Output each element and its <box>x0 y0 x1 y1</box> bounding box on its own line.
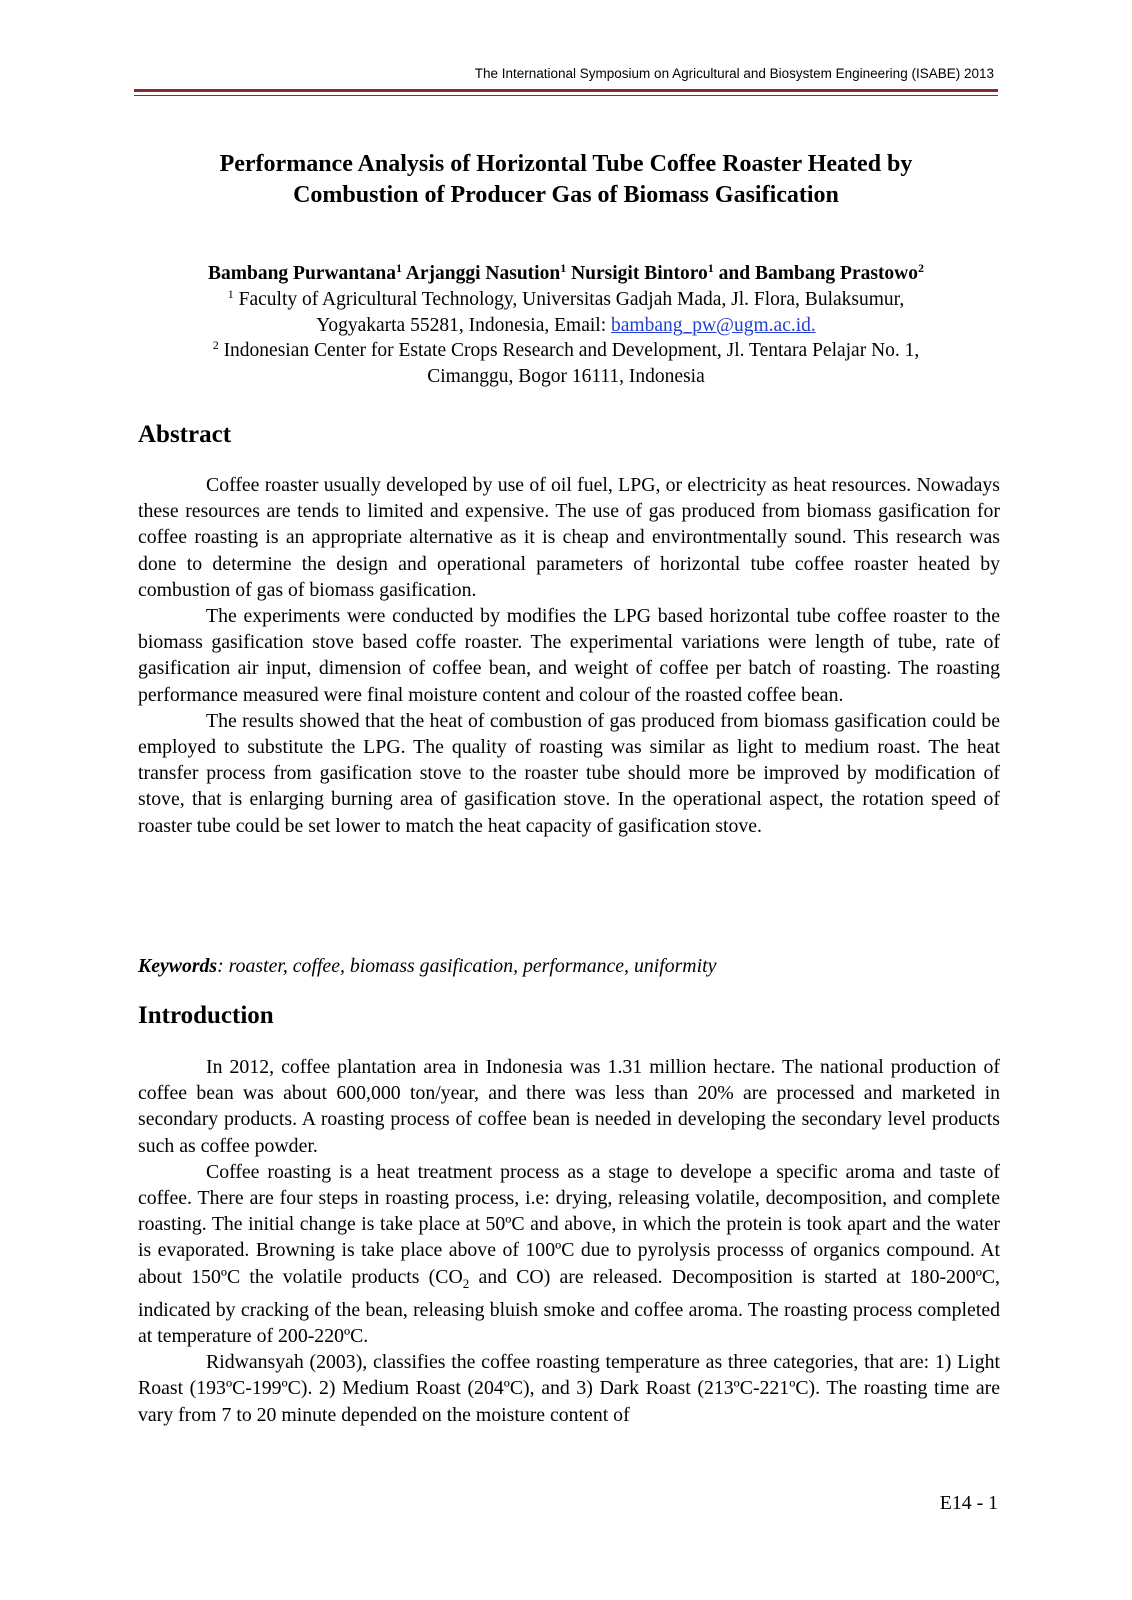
keywords-text: : roaster, coffee, biomass gasification, performance, uniformity <box>217 955 717 977</box>
running-header: The International Symposium on Agricultural and Biosystem Engineering (ISABE) 2013 <box>474 66 994 81</box>
author-name: Arjanggi Nasution <box>405 263 561 284</box>
paper-title-line-1: Performance Analysis of Horizontal Tube Coffee Roaster Heated by <box>219 151 913 177</box>
author-name: Nursigit Bintoro <box>571 263 708 284</box>
abstract-body <box>138 472 1000 839</box>
keywords-line <box>138 955 716 978</box>
paper-title <box>138 149 994 211</box>
affiliation-text: Faculty of Agricultural Technology, Universitas Gadjah Mada, Jl. Flora, Bulaksumur, <box>238 289 905 310</box>
author-affiliation-marker: 1 <box>560 261 567 275</box>
author-name: Bambang Prastowo <box>754 263 919 284</box>
abstract-paragraph: Coffee roaster usually developed by use of oil fuel, LPG, or electricity as heat resources. Nowadays these resources are tends to limited and expensive. The use of gas produced from biomass gasification for coffee roasting is an appropriate alternative as it is cheap and environtmentally sound. This research was done to determine the design and operational parameters of horizontal tube coffee roaster heated by combustion of gas of biomass gasification. <box>138 474 1000 601</box>
introduction-heading: Introduction <box>138 1002 274 1029</box>
paragraph-text: and CO) are released. Decomposition is started at 180-200ºC, indicated by cracking of the bean, releasing bluish smoke and coffee aroma. The roasting process completed at temperature of 200-220ºC. <box>138 1265 1000 1347</box>
author-affiliation-marker: 1 <box>707 261 714 275</box>
introduction-paragraph: Ridwansyah (2003), classifies the coffee roasting temperature as three categories, that are: 1) Light Roast (193ºC-199ºC). 2) Medium Roast (204ºC), and 3) Dark Roast (213ºC-221ºC). The roasting time are vary from 7 to 20 minute depended on the moisture content of <box>138 1351 1000 1426</box>
abstract-paragraph: The experiments were conducted by modifies the LPG based horizontal tube coffee roaster to the biomass gasification stove based coffe roaster. The experimental variations were length of tube, rate of gasification air input, dimension of coffee bean, and weight of coffee per batch of roasting. The roasting performance measured were final moisture content and colour of the roasted coffee bean. <box>138 605 1000 706</box>
affiliation-text: Yogyakarta 55281, Indonesia, Email: <box>316 314 611 336</box>
author-affiliation-marker: 1 <box>395 261 402 275</box>
affiliation-1-line-2 <box>138 313 994 339</box>
author-name: Bambang Purwantana <box>207 263 396 284</box>
introduction-paragraph: In 2012, coffee plantation area in Indonesia was 1.31 million hectare. The national production of coffee bean was about 600,000 ton/year, and there was less than 20% are processed and marketed in secondary products. A roasting process of coffee bean is needed in developing the secondary level products such as coffee powder. <box>138 1056 1000 1157</box>
affiliations <box>138 287 994 389</box>
introduction-paragraph <box>138 1159 1000 1349</box>
author-list <box>138 262 994 286</box>
keywords-label: Keywords <box>138 955 218 977</box>
introduction-body <box>138 1054 1000 1428</box>
author-affiliation-marker: 2 <box>918 261 925 275</box>
paragraph-text: Coffee roasting is a heat treatment process as a stage to develope a specific aroma and taste of coffee. There are four steps in roasting process, i.e: drying, releasing volatile, decomposition, and complete roasting. The initial change is take place at 50ºC and above, in which the protein is took apart and the water is evaporated. Browning is take place above of 100ºC due to pyrolysis processs of organics compound. At about 150ºC the volatile products (CO <box>138 1160 1000 1288</box>
subscript: 2 <box>462 1275 470 1291</box>
affiliation-text: Indonesian Center for Estate Crops Research and Development, Jl. Tentara Pelajar No. 1, <box>223 340 920 361</box>
abstract-paragraph: The results showed that the heat of combustion of gas produced from biomass gasification could be employed to substitute the LPG. The quality of roasting was similar as light to medium roast. The heat transfer process from gasification stove to the roaster tube should more be improved by modification of stove, that is enlarging burning area of gasification stove. In the operational aspect, the rotation speed of roaster tube could be set lower to match the heat capacity of gasification stove. <box>138 709 1000 837</box>
affiliation-2-line-1 <box>138 338 994 364</box>
header-rule-thick <box>134 89 998 92</box>
affiliation-1-line-1 <box>138 287 994 313</box>
email-link[interactable]: bambang_pw@ugm.ac.id. <box>611 314 816 336</box>
paper-title-line-2: Combustion of Producer Gas of Biomass Gasification <box>293 182 839 208</box>
page-number: E14 - 1 <box>939 1492 998 1514</box>
affiliation-2-line-2: Cimanggu, Bogor 16111, Indonesia <box>427 365 705 387</box>
affiliation-marker: 1 <box>227 287 234 301</box>
abstract-heading: Abstract <box>138 421 232 448</box>
affiliation-marker: 2 <box>212 338 219 352</box>
header-rule-thin <box>134 95 998 96</box>
author-conjunction: and <box>718 263 751 284</box>
